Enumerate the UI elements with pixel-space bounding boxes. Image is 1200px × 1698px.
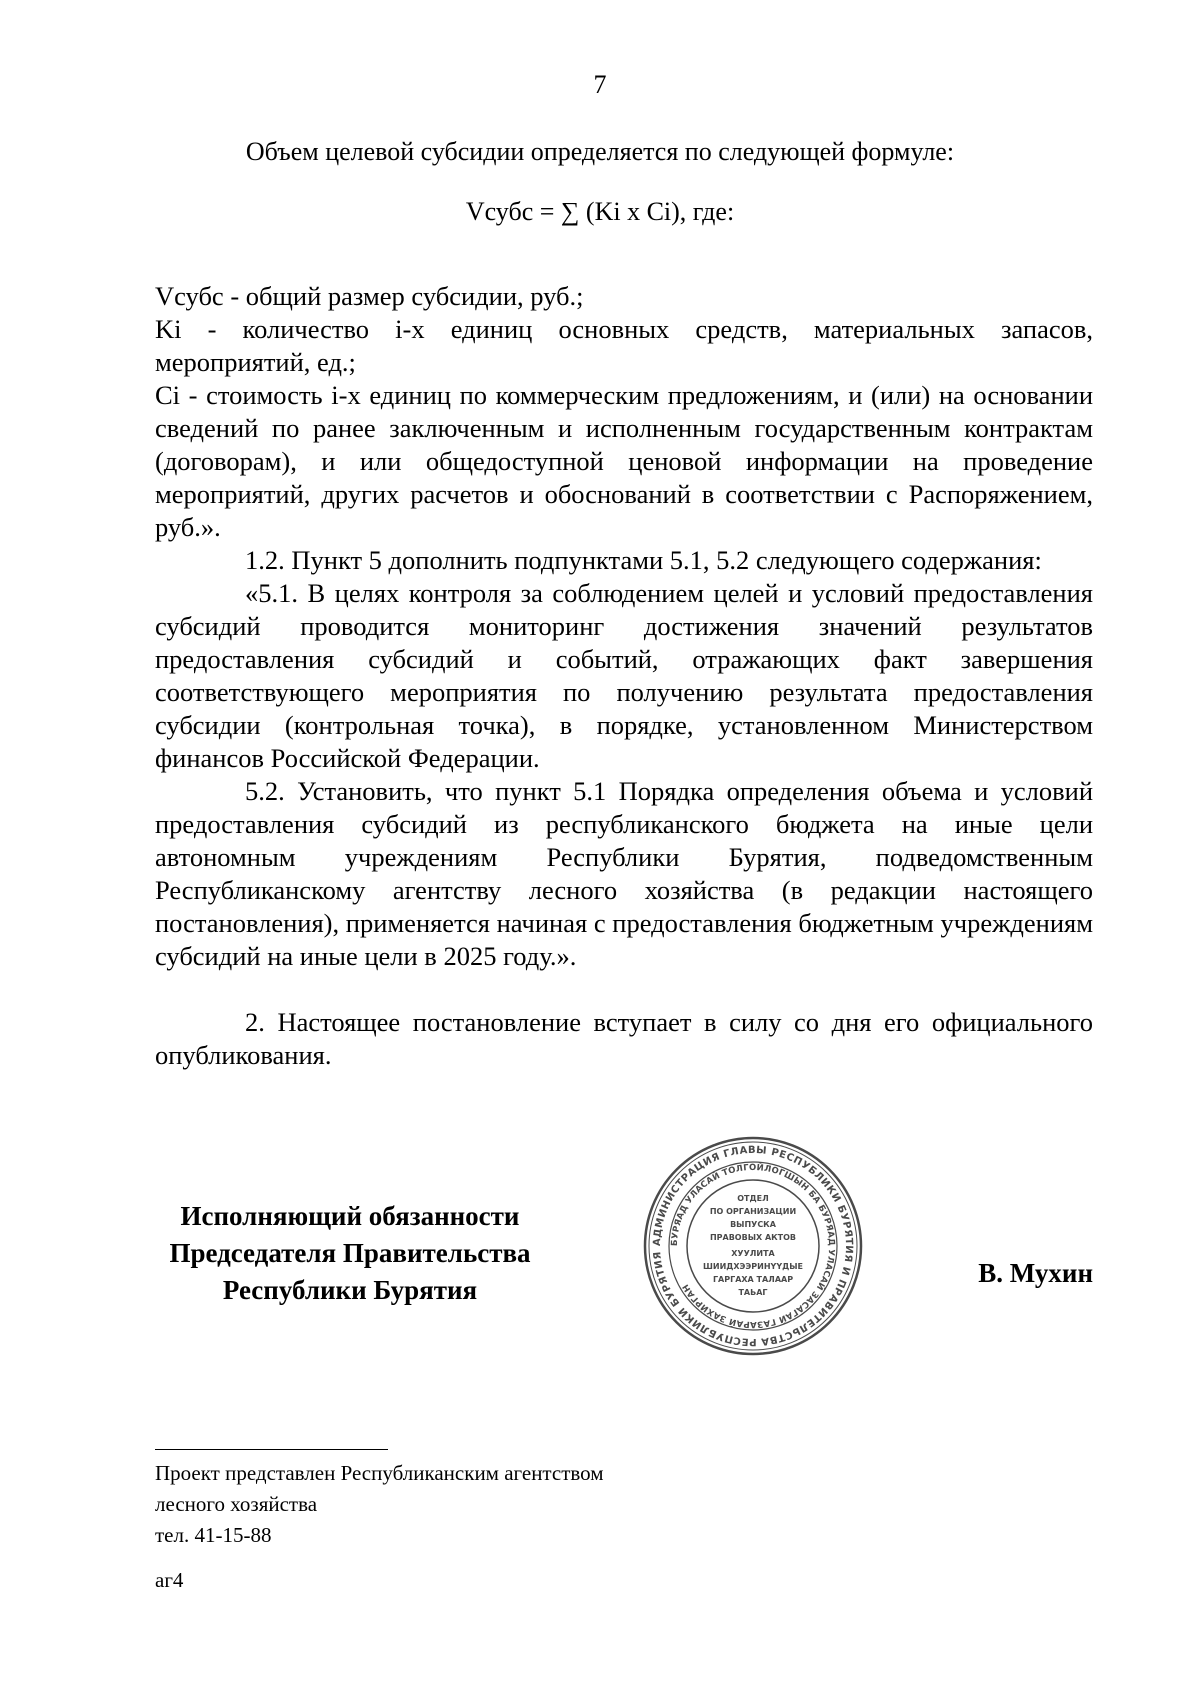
definition-ci: Ci - стоимость i-х единиц по коммерческим предложениям, и (или) на основании сведений по ранее заключенным и исполненным государственным контрактам (договорам), и или общедоступной ценовой информации на проведение мероприятий, других расчетов и обоснований в соответствии с Распоряжением, руб.». bbox=[155, 380, 1093, 542]
seal-center-line: ТАЬАГ bbox=[738, 1288, 768, 1297]
definition-ki: Ki - количество i-х единиц основных средств, материальных запасов, мероприятий, ед.; bbox=[155, 314, 1093, 377]
paragraph-2: 2. Настоящее постановление вступает в силу со дня его официального опубликования. bbox=[155, 1007, 1093, 1070]
seal-center-line: ОТДЕЛ bbox=[737, 1194, 769, 1203]
signatory-name: В. Мухин bbox=[978, 1258, 1093, 1288]
footnote-divider bbox=[155, 1449, 388, 1450]
signature-title-line: Республики Бурятия bbox=[222, 1275, 478, 1305]
footnote-line: тел. 41-15-88 bbox=[155, 1523, 272, 1547]
paragraph-5-1: «5.1. В целях контроля за соблюдением целей и условий предоставления субсидий проводится мониторинг достижения значений результатов предоставления субсидий и событий, отражающих факт завершения соответствующего мероприятия по получению результата предоставления субсидии (контрольная точка), в порядке, установленном Министерством финансов Российской Федерации. bbox=[155, 578, 1093, 773]
seal-center-line: ШИИДХЭЭРИНҮҮДЫЕ bbox=[702, 1262, 804, 1271]
signature-title bbox=[155, 1198, 545, 1309]
footnote-line: лесного хозяйства bbox=[155, 1492, 318, 1516]
document-body bbox=[155, 280, 1093, 1072]
seal-center-line: ПРАВОВЫХ АКТОВ bbox=[709, 1233, 797, 1242]
seal-center-line: ВЫПУСКА bbox=[730, 1220, 776, 1229]
svg-text:АДМИНИСТРАЦИЯ ГЛАВЫ РЕСПУБЛИКИ bbox=[652, 1145, 854, 1347]
official-seal bbox=[642, 1135, 864, 1357]
seal-outer-text: АДМИНИСТРАЦИЯ ГЛАВЫ РЕСПУБЛИКИ БУРЯТИЯ И ПРАВИТЕЛЬСТВА РЕСПУБЛИКИ БУРЯТИЯ bbox=[651, 1144, 855, 1348]
seal-inner-text: БУРЯАД УЛАСАЙ ТОЛГОЙЛОГШЫН БА БУРЯАД УЛАСАЙ ЗАСАГАЙ ГАЗАРАЙ ЗАХИРГАН bbox=[669, 1162, 837, 1330]
signature-title-line: Исполняющий обязанности bbox=[180, 1201, 520, 1231]
page-number: 7 bbox=[593, 70, 607, 99]
formula: Vсубс = ∑ (Ki x Ci), где: bbox=[465, 197, 735, 226]
formula-intro: Объем целевой субсидии определяется по следующей формуле: bbox=[245, 137, 955, 166]
footnote-line: Проект представлен Республиканским агентством bbox=[155, 1461, 604, 1485]
paragraph-1-2: 1.2. Пункт 5 дополнить подпунктами 5.1, 5.2 следующего содержания: bbox=[245, 545, 1042, 575]
seal-center-line: ГАРГАХА ТАЛААР bbox=[712, 1275, 794, 1284]
definition-vsubs: Vсубс - общий размер субсидии, руб.; bbox=[155, 281, 584, 311]
paragraph-5-2: 5.2. Установить, что пункт 5.1 Порядка определения объема и условий предоставления субсидий из республиканского бюджета на иные цели автономным учреждениям Республики Бурятия, подведомственным Республиканскому агентству лесного хозяйства (в редакции настоящего постановления), применяется начиная с предоставления бюджетным учреждениям субсидий на иные цели в 2025 году.». bbox=[155, 776, 1093, 971]
seal-center-line: ХУУЛИТА bbox=[731, 1249, 775, 1258]
signature-title-line: Председателя Правительства bbox=[169, 1238, 531, 1268]
footnote bbox=[155, 1458, 604, 1551]
document-code: аг4 bbox=[155, 1568, 184, 1592]
seal-center-line: ПО ОРГАНИЗАЦИИ bbox=[709, 1207, 797, 1216]
